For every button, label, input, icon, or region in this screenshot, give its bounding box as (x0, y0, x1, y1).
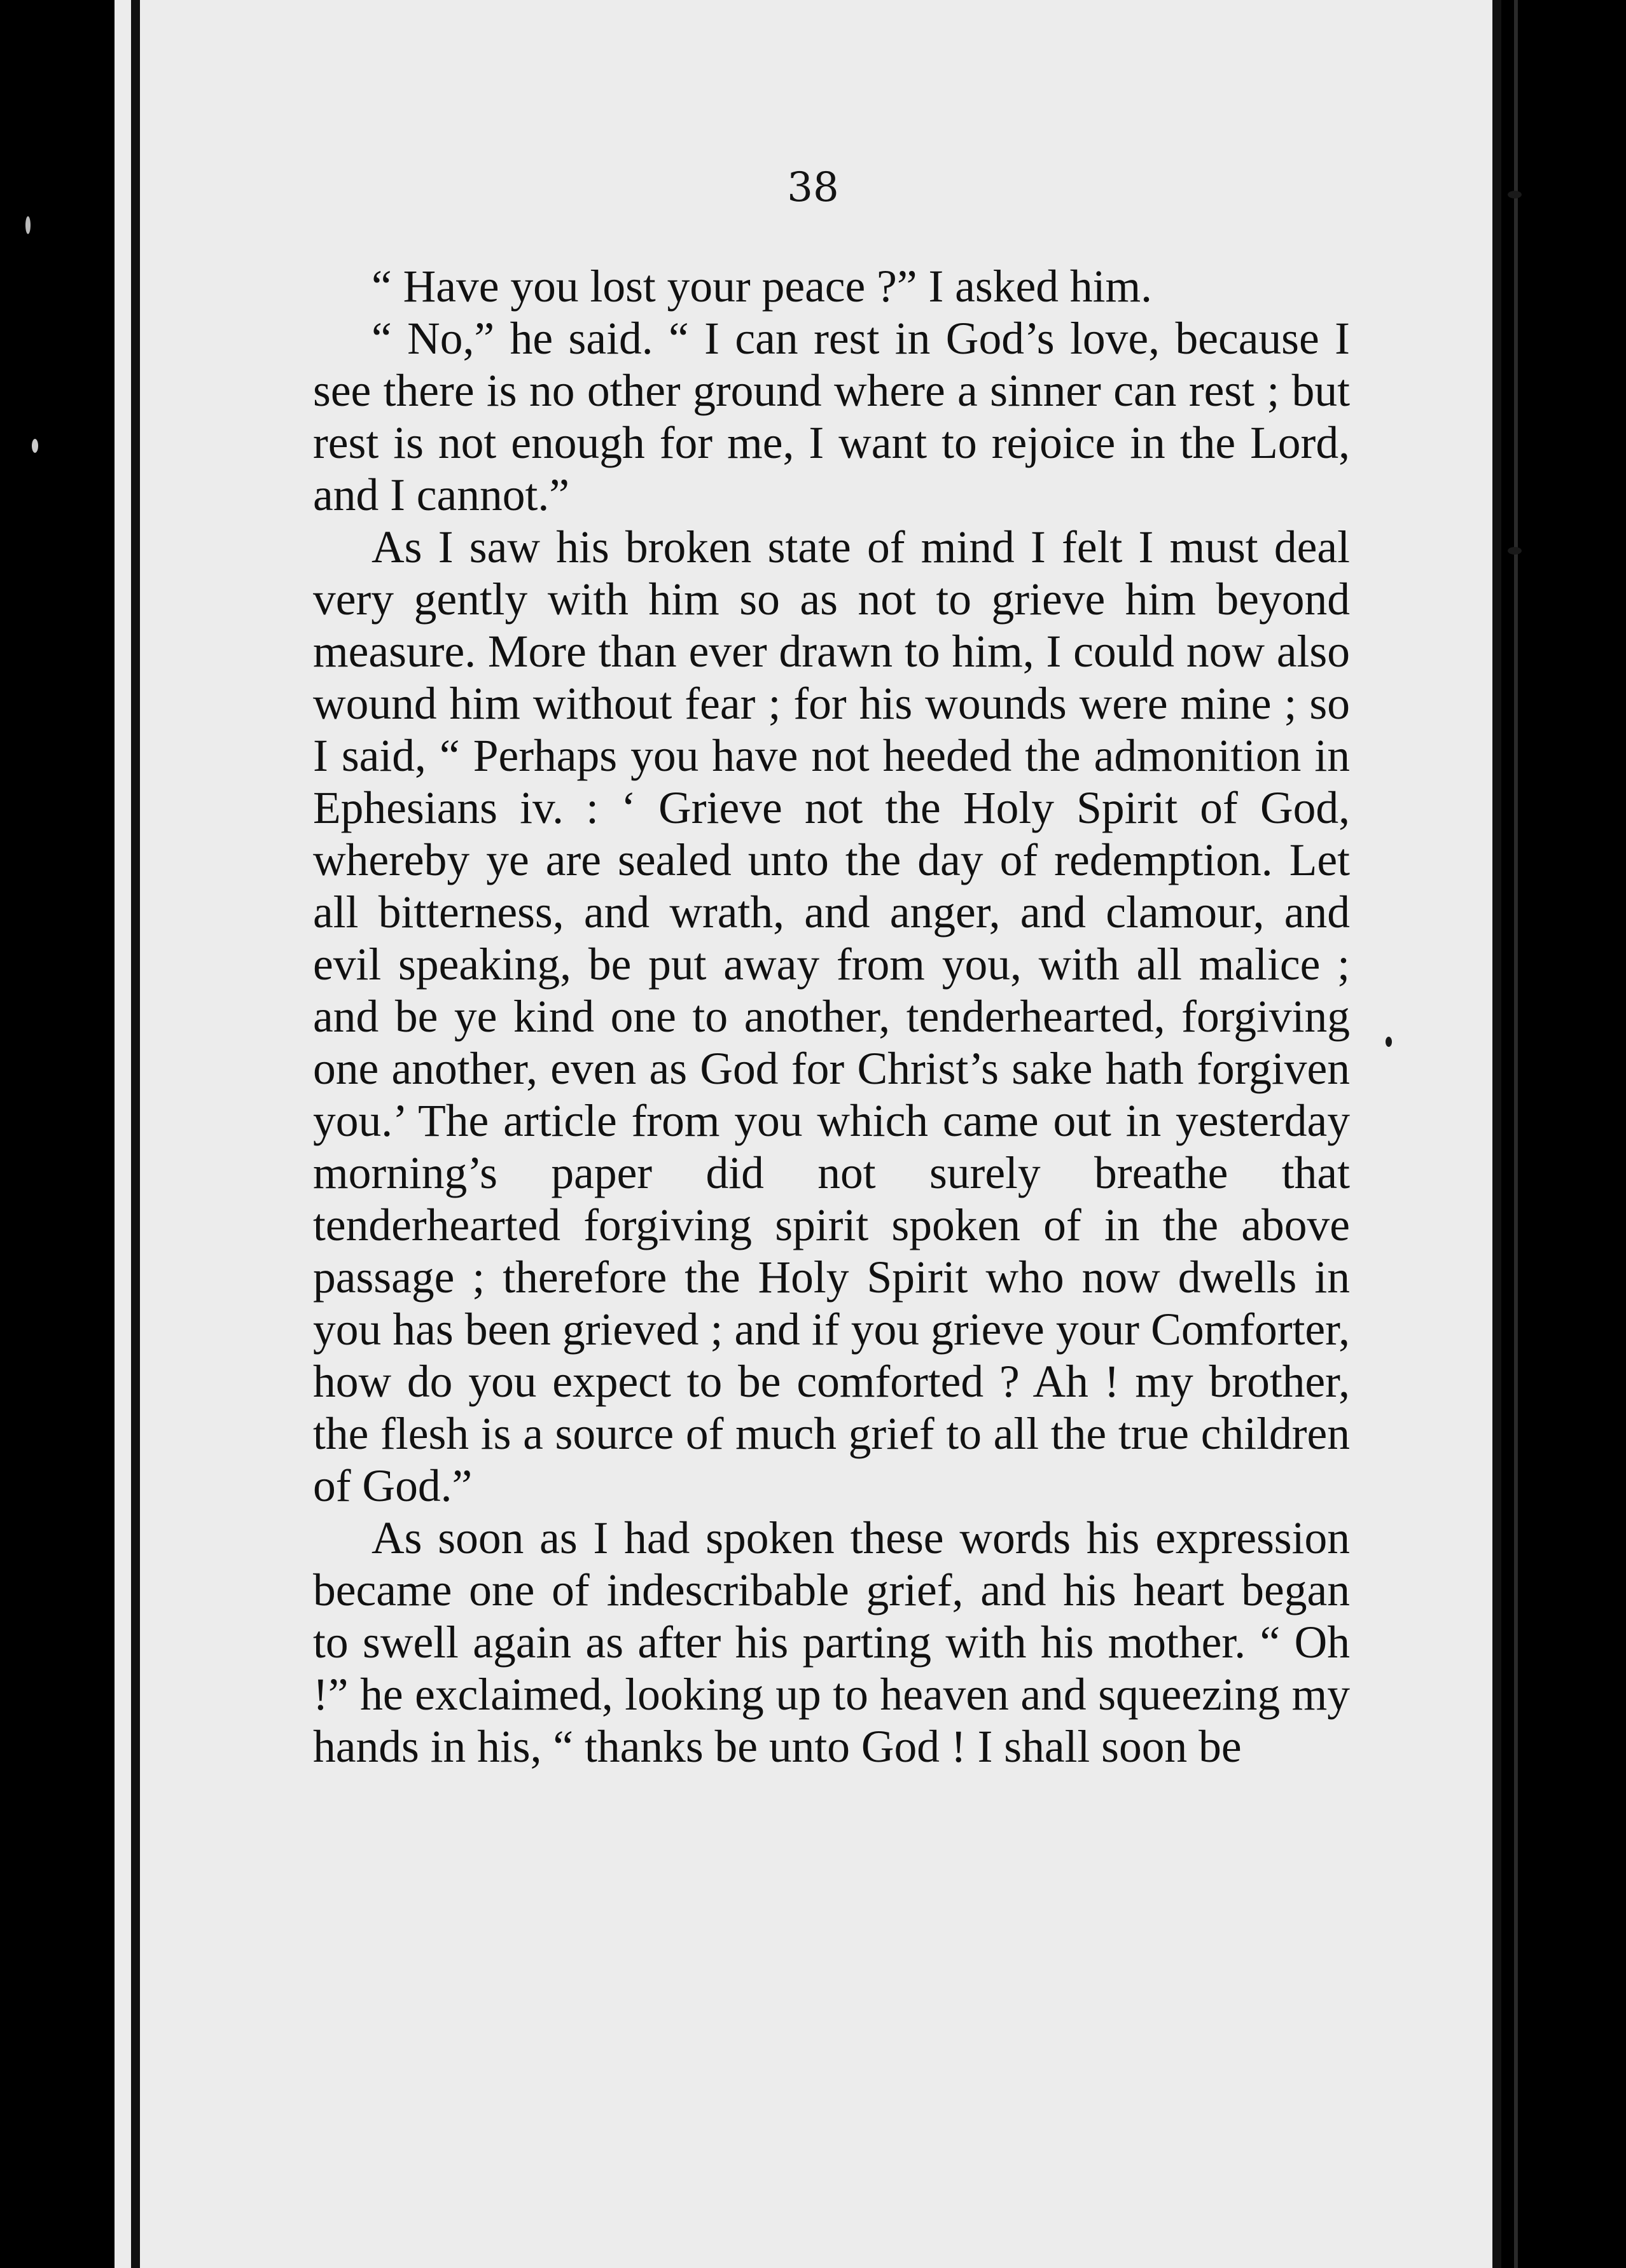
paragraph-4: As soon as I had spoken these words his expression became one of indescribable grief, and his heart began to swell again as after his parting with his mother. “ Oh !” he exclaimed, looking up to heaven and squeezing my hands in his, “ thanks be unto God ! I shall soon be (313, 1513, 1350, 1772)
edge-notch (1508, 547, 1522, 555)
left-page-edge (131, 0, 140, 2268)
paragraph-3: As I saw his broken state of mind I felt I must deal very gently with him so as not to grieve him beyond measure. More than ever drawn to him, I could now also wound him without fear ; for his wounds were mine ; so I said, “ Perhaps you have not heeded the admonition in Ephesians iv. : ‘ Grieve not the Holy Spirit of God, whereby ye are sealed unto the day of redemption. Let all bitterness, and wrath, and anger, and clamour, and evil speaking, be put away from you, with all malice ; and be ye kind one to another, tenderhearted, forgiving one another, even as God for Christ’s sake hath forgiven you.’ The article from you which came out in yesterday morning’s paper did not surely breathe that tenderhearted forgiving spirit spoken of in the above passage ; therefore the Holy Spirit who now dwells in you has been grieved ; and if you grieve your Comforter, how do you expect to be comforted ? Ah ! my brother, the flesh is a source of much grief to all the true children of God.” (313, 522, 1350, 1511)
ink-speck (1386, 1037, 1392, 1047)
page-number: 38 (787, 164, 839, 211)
body-text (313, 261, 1350, 1773)
paragraph-1: “ Have you lost your peace ?” I asked him. (372, 261, 1152, 312)
margin-mark (25, 216, 31, 234)
margin-mark (32, 439, 38, 453)
adjacent-page-strip (1514, 0, 1518, 2268)
edge-notch (1508, 191, 1522, 198)
paragraph-2: “ No,” he said. “ I can rest in God’s love, because I see there is no other ground where a sinner can rest ; but rest is not enough for me, I want to rejoice in the Lord, and I cannot.” (313, 314, 1350, 520)
right-page-edge (1492, 0, 1501, 2268)
